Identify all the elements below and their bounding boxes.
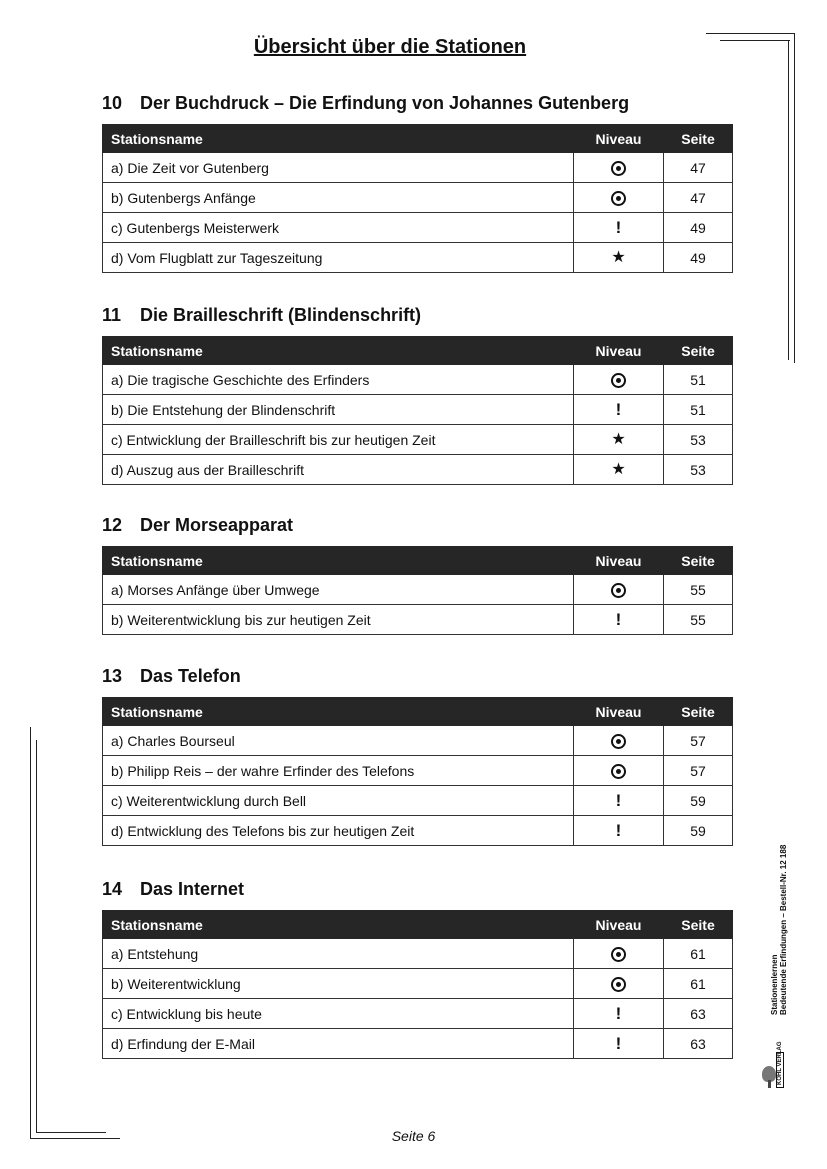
column-header-level: Niveau xyxy=(574,698,664,726)
target-icon xyxy=(611,583,626,598)
section-number: 10 xyxy=(102,93,123,113)
station-name: d) Vom Flugblatt zur Tageszeitung xyxy=(103,243,574,273)
section-heading xyxy=(102,876,732,904)
station-section xyxy=(102,302,732,485)
table-row xyxy=(103,969,733,999)
station-name: b) Philipp Reis – der wahre Erfinder des Telefons xyxy=(103,756,574,786)
table-header-row xyxy=(103,125,733,153)
station-level xyxy=(574,605,664,635)
station-page: 51 xyxy=(664,395,733,425)
frame-top-line-1 xyxy=(706,33,794,34)
station-name: a) Charles Bourseul xyxy=(103,726,574,756)
section-number: 12 xyxy=(102,515,123,535)
side-text-line-1: Stationenlernen xyxy=(770,954,779,1015)
table-row xyxy=(103,365,733,395)
frame-right-line-1 xyxy=(794,33,795,363)
station-name: a) Entstehung xyxy=(103,939,574,969)
frame-right-line-2 xyxy=(788,40,789,360)
exclamation-icon: ! xyxy=(615,609,622,629)
station-page: 53 xyxy=(664,455,733,485)
station-name: d) Entwicklung des Telefons bis zur heutigen Zeit xyxy=(103,816,574,846)
exclamation-icon: ! xyxy=(615,1033,622,1053)
section-number: 11 xyxy=(102,305,122,325)
station-page: 57 xyxy=(664,726,733,756)
station-level xyxy=(574,939,664,969)
station-name: c) Gutenbergs Meisterwerk xyxy=(103,213,574,243)
station-name: c) Weiterentwicklung durch Bell xyxy=(103,786,574,816)
section-heading xyxy=(102,663,732,691)
frame-left-line-1 xyxy=(30,727,31,1139)
column-header-level: Niveau xyxy=(574,337,664,365)
table-row xyxy=(103,213,733,243)
station-level xyxy=(574,183,664,213)
section-heading xyxy=(102,302,732,330)
station-name: d) Erfindung der E-Mail xyxy=(103,1029,574,1059)
target-icon xyxy=(611,373,626,388)
section-title: Das Internet xyxy=(140,879,245,899)
stations-table xyxy=(102,336,733,485)
station-page: 63 xyxy=(664,1029,733,1059)
column-header-name: Stationsname xyxy=(103,337,574,365)
station-level xyxy=(574,726,664,756)
exclamation-icon: ! xyxy=(615,217,622,237)
table-row xyxy=(103,605,733,635)
column-header-page: Seite xyxy=(664,698,733,726)
station-page: 59 xyxy=(664,816,733,846)
station-level xyxy=(574,1029,664,1059)
table-row xyxy=(103,786,733,816)
station-level xyxy=(574,969,664,999)
station-name: a) Morses Anfänge über Umwege xyxy=(103,575,574,605)
station-section xyxy=(102,876,732,1059)
table-row xyxy=(103,455,733,485)
station-page: 55 xyxy=(664,575,733,605)
column-header-page: Seite xyxy=(664,547,733,575)
column-header-name: Stationsname xyxy=(103,125,574,153)
section-title: Das Telefon xyxy=(140,666,241,686)
station-name: d) Auszug aus der Brailleschrift xyxy=(103,455,574,485)
station-name: c) Entwicklung bis heute xyxy=(103,999,574,1029)
station-level xyxy=(574,999,664,1029)
station-page: 53 xyxy=(664,425,733,455)
star-icon: ★ xyxy=(611,461,626,478)
stations-table xyxy=(102,910,733,1059)
station-page: 49 xyxy=(664,213,733,243)
section-title: Der Morseapparat xyxy=(140,515,294,535)
station-level xyxy=(574,213,664,243)
table-row xyxy=(103,395,733,425)
exclamation-icon: ! xyxy=(615,399,622,419)
station-level xyxy=(574,575,664,605)
table-row xyxy=(103,816,733,846)
exclamation-icon: ! xyxy=(615,790,622,810)
station-page: 61 xyxy=(664,969,733,999)
publisher-logo xyxy=(762,1041,794,1090)
table-header-row xyxy=(103,547,733,575)
target-icon xyxy=(611,191,626,206)
table-row xyxy=(103,999,733,1029)
table-row xyxy=(103,243,733,273)
station-level xyxy=(574,153,664,183)
station-page: 59 xyxy=(664,786,733,816)
table-row xyxy=(103,153,733,183)
target-icon xyxy=(611,764,626,779)
section-title: Der Buchdruck – Die Erfindung von Johannes Gutenberg xyxy=(140,93,630,113)
section-heading xyxy=(102,512,732,540)
station-name: b) Weiterentwicklung xyxy=(103,969,574,999)
stations-table xyxy=(102,697,733,846)
frame-left-line-2 xyxy=(36,740,37,1133)
page-footer: Seite 6 xyxy=(391,1128,436,1144)
station-name: a) Die tragische Geschichte des Erfinders xyxy=(103,365,574,395)
station-name: b) Die Entstehung der Blindenschrift xyxy=(103,395,574,425)
station-level xyxy=(574,455,664,485)
station-page: 47 xyxy=(664,153,733,183)
publisher-logo-text: KOHL VERLAG xyxy=(776,1052,784,1088)
target-icon xyxy=(611,977,626,992)
target-icon xyxy=(611,947,626,962)
table-row xyxy=(103,575,733,605)
tree-trunk xyxy=(768,1080,771,1088)
section-heading xyxy=(102,90,732,118)
column-header-page: Seite xyxy=(664,911,733,939)
side-text xyxy=(770,825,788,1015)
stations-table xyxy=(102,124,733,273)
station-section xyxy=(102,90,732,273)
table-row xyxy=(103,939,733,969)
station-page: 61 xyxy=(664,939,733,969)
station-name: c) Entwicklung der Brailleschrift bis zur heutigen Zeit xyxy=(103,425,574,455)
station-page: 49 xyxy=(664,243,733,273)
column-header-name: Stationsname xyxy=(103,547,574,575)
station-section xyxy=(102,663,732,846)
station-section xyxy=(102,512,732,635)
exclamation-icon: ! xyxy=(615,1003,622,1023)
station-name: b) Weiterentwicklung bis zur heutigen Zeit xyxy=(103,605,574,635)
target-icon xyxy=(611,161,626,176)
column-header-name: Stationsname xyxy=(103,911,574,939)
section-number: 14 xyxy=(102,879,123,899)
station-name: b) Gutenbergs Anfänge xyxy=(103,183,574,213)
table-row xyxy=(103,1029,733,1059)
exclamation-icon: ! xyxy=(615,820,622,840)
table-row xyxy=(103,726,733,756)
station-page: 57 xyxy=(664,756,733,786)
table-header-row xyxy=(103,337,733,365)
station-level xyxy=(574,786,664,816)
column-header-page: Seite xyxy=(664,337,733,365)
station-page: 55 xyxy=(664,605,733,635)
table-row xyxy=(103,425,733,455)
station-level xyxy=(574,395,664,425)
star-icon: ★ xyxy=(611,431,626,448)
station-level xyxy=(574,816,664,846)
column-header-level: Niveau xyxy=(574,911,664,939)
side-text-line-2: Bedeutende Erfindungen – Bestell-Nr. 12 188 xyxy=(779,844,788,1015)
table-header-row xyxy=(103,911,733,939)
station-level xyxy=(574,425,664,455)
stations-table xyxy=(102,546,733,635)
star-icon: ★ xyxy=(611,249,626,266)
station-level xyxy=(574,756,664,786)
station-level xyxy=(574,365,664,395)
column-header-page: Seite xyxy=(664,125,733,153)
column-header-level: Niveau xyxy=(574,125,664,153)
station-page: 51 xyxy=(664,365,733,395)
station-page: 47 xyxy=(664,183,733,213)
section-number: 13 xyxy=(102,666,123,686)
table-row xyxy=(103,756,733,786)
station-name: a) Die Zeit vor Gutenberg xyxy=(103,153,574,183)
column-header-name: Stationsname xyxy=(103,698,574,726)
page-title: Übersicht über die Stationen xyxy=(253,36,527,58)
station-page: 63 xyxy=(664,999,733,1029)
table-header-row xyxy=(103,698,733,726)
target-icon xyxy=(611,734,626,749)
station-level xyxy=(574,243,664,273)
section-title: Die Brailleschrift (Blindenschrift) xyxy=(140,305,422,325)
table-row xyxy=(103,183,733,213)
column-header-level: Niveau xyxy=(574,547,664,575)
